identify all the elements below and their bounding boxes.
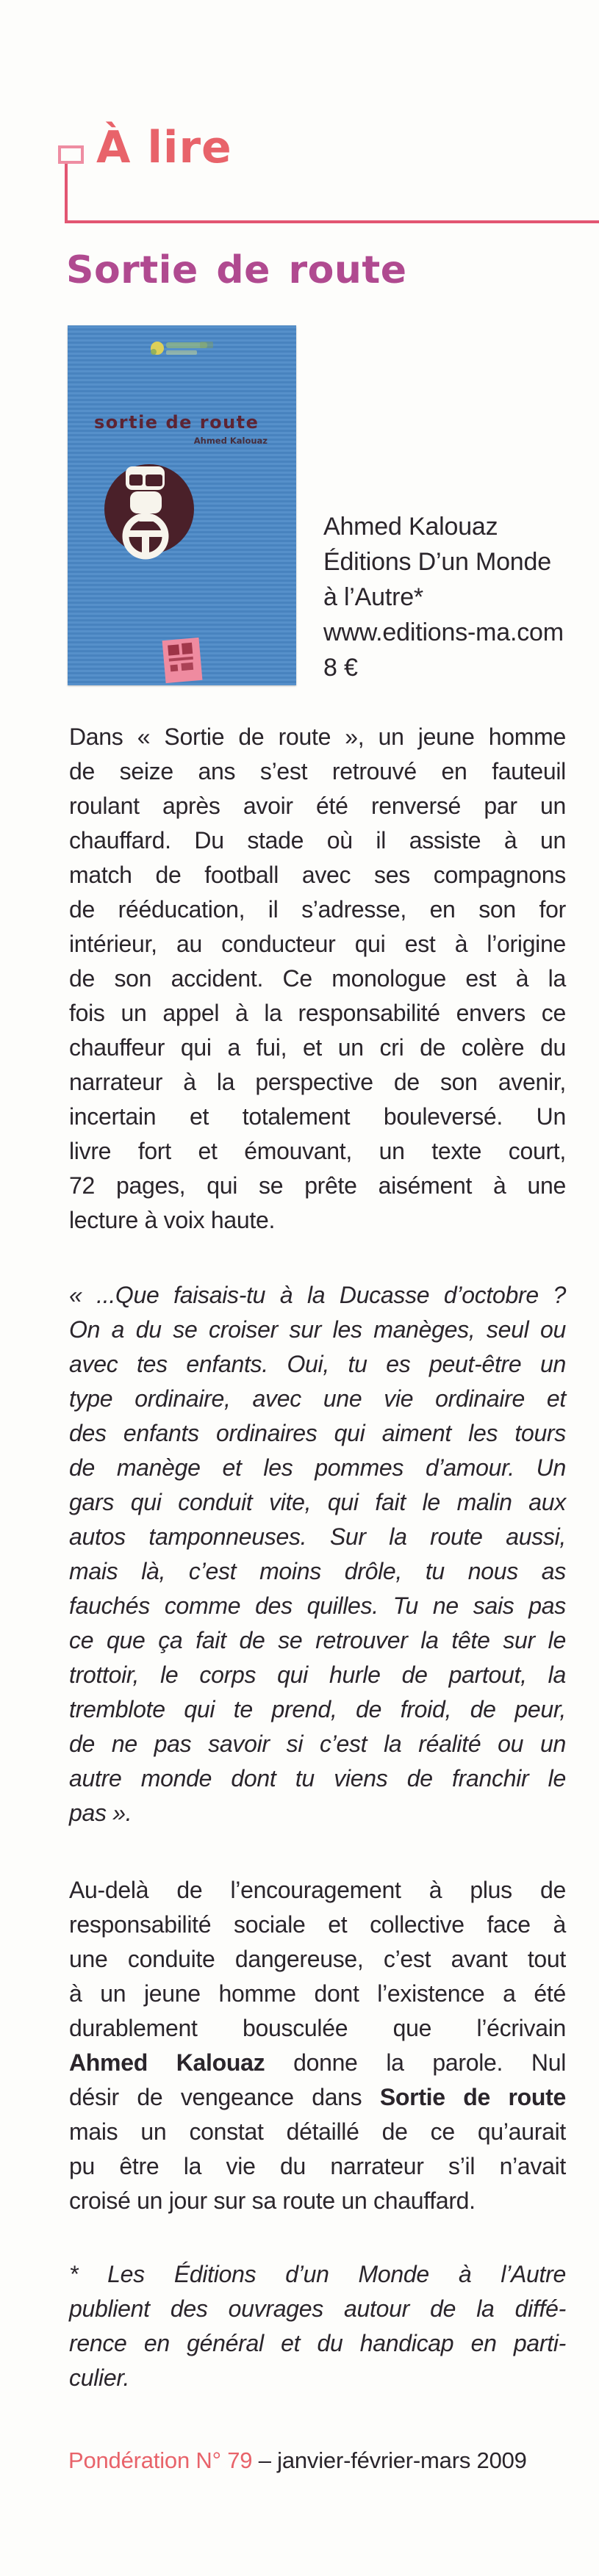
footnote: [69, 2257, 566, 2395]
text-line: On a du se croiser sur les manèges, seul ou: [69, 1316, 566, 1343]
text-line: 72 pages, qui se prête aisément à une: [69, 1172, 566, 1199]
text-line: une conduite dangereuse, c’est avant tout: [69, 1946, 566, 1972]
book-cover-art: [68, 325, 296, 685]
footer-date: – janvier-février-mars 2009: [258, 2447, 527, 2473]
text-line: tremblote qui te prend, de froid, de peur,: [69, 1696, 566, 1722]
excerpt-quote: [69, 1278, 566, 1830]
text-line: responsabilité sociale et collective face à: [69, 1911, 566, 1938]
text-line: lecture à voix haute.: [69, 1207, 276, 1233]
section-rule-horizontal: [65, 220, 599, 223]
text-line: de son accident. Ce monologue est à la: [69, 965, 566, 992]
driver-face-illustration: [104, 464, 194, 556]
text-line: rence en général et du handicap en parti-: [69, 2330, 566, 2356]
text-line: Éditions D’un Monde: [323, 548, 551, 576]
text-line: roulant après avoir été renversé par un: [69, 793, 566, 819]
text-line: livre fort et émouvant, un texte court,: [69, 1138, 566, 1164]
text-line: de ne pas savoir si c’est la réalité ou un: [69, 1731, 566, 1757]
footer-issue: Pondération N° 79: [68, 2447, 259, 2473]
cover-title: sortie de route: [94, 412, 259, 433]
publisher-logo-icon: [151, 342, 213, 355]
section-rule-vertical: [65, 164, 68, 223]
text-line: narrateur à la perspective de son avenir,: [69, 1069, 566, 1095]
text-line: culier.: [69, 2364, 130, 2391]
text-line: de seize ans s’est retrouvé en fauteuil: [69, 758, 566, 784]
text-line: publient des ouvrages autour de la diffé-: [69, 2295, 566, 2322]
text-line: Dans « Sortie de route », un jeune homme: [69, 724, 566, 750]
text-line: de rééducation, il s’adresse, en son for: [69, 896, 566, 923]
text-line: gars qui conduit vite, qui fait le malin aux: [69, 1489, 566, 1515]
text-line: autre monde dont tu viens de franchir le: [69, 1765, 566, 1792]
text-line: Ahmed Kalouaz donne la parole. Nul: [69, 2049, 567, 2076]
text-line: ce que ça fait de se retrouver la tête sur le: [69, 1627, 566, 1653]
text-line: intérieur, au conducteur qui est à l’origine: [69, 931, 566, 957]
text-line: désir de vengeance dans Sortie de route: [69, 2084, 566, 2110]
text-line: pu être la vie du narrateur s’il n’avait: [69, 2153, 566, 2179]
review-paragraph: [69, 720, 566, 1238]
page-footer: [68, 2447, 583, 2474]
text-line: fauchés comme des quilles. Tu ne sais pas: [69, 1592, 566, 1619]
book-info: [323, 509, 588, 685]
text-line: croisé un jour sur sa route un chauffard.: [69, 2187, 476, 2214]
commentary-paragraph: [69, 1873, 566, 2218]
text-line: match de football avec ses compagnons: [69, 862, 566, 888]
text-line: fois un appel à la responsabilité envers ce: [69, 1000, 566, 1026]
text-line: mais là, c’est moins drôle, tu nous as: [69, 1558, 566, 1584]
text-line: chauffard. Du stade où il assiste à un: [69, 827, 566, 854]
library-stamp: [162, 638, 203, 683]
text-line: mais un constat détaillé de ce qu’aurait: [69, 2118, 566, 2145]
text-line: chauffeur qui a fui, et un cri de colère du: [69, 1034, 566, 1061]
text-line: « ...Que faisais-tu à la Ducasse d’octobre ?: [69, 1282, 566, 1308]
text-line: de manège et les pommes d’amour. Un: [69, 1454, 566, 1481]
section-title: À lire: [96, 122, 232, 173]
text-line: incertain et totalement bouleversé. Un: [69, 1103, 566, 1130]
text-line: www.editions-ma.com: [323, 618, 564, 646]
text-line: à l’Autre*: [323, 583, 423, 611]
text-line: Au-delà de l’encouragement à plus de: [69, 1877, 566, 1903]
article-title: Sortie de route: [66, 248, 407, 292]
text-line: * Les Éditions d’un Monde à l’Autre: [69, 2261, 566, 2287]
text-line: Ahmed Kalouaz: [323, 513, 498, 541]
text-line: avec tes enfants. Oui, tu es peut-être un: [69, 1351, 566, 1377]
text-line: autos tamponneuses. Sur la route aussi,: [69, 1523, 566, 1550]
cover-author: Ahmed Kalouaz: [193, 436, 268, 446]
text-line: 8 €: [323, 654, 358, 682]
text-line: durablement bousculée que l’écrivain: [69, 2015, 566, 2041]
text-line: trottoir, le corps qui hurle de partout, la: [69, 1662, 566, 1688]
text-line: des enfants ordinaires qui aiment les tours: [69, 1420, 566, 1446]
text-line: pas ».: [69, 1800, 132, 1826]
book-cover: [68, 325, 296, 685]
section-marker-square: [58, 145, 84, 164]
text-line: type ordinaire, avec une vie ordinaire et: [69, 1385, 566, 1412]
text-line: à un jeune homme dont l’existence a été: [69, 1980, 566, 2007]
